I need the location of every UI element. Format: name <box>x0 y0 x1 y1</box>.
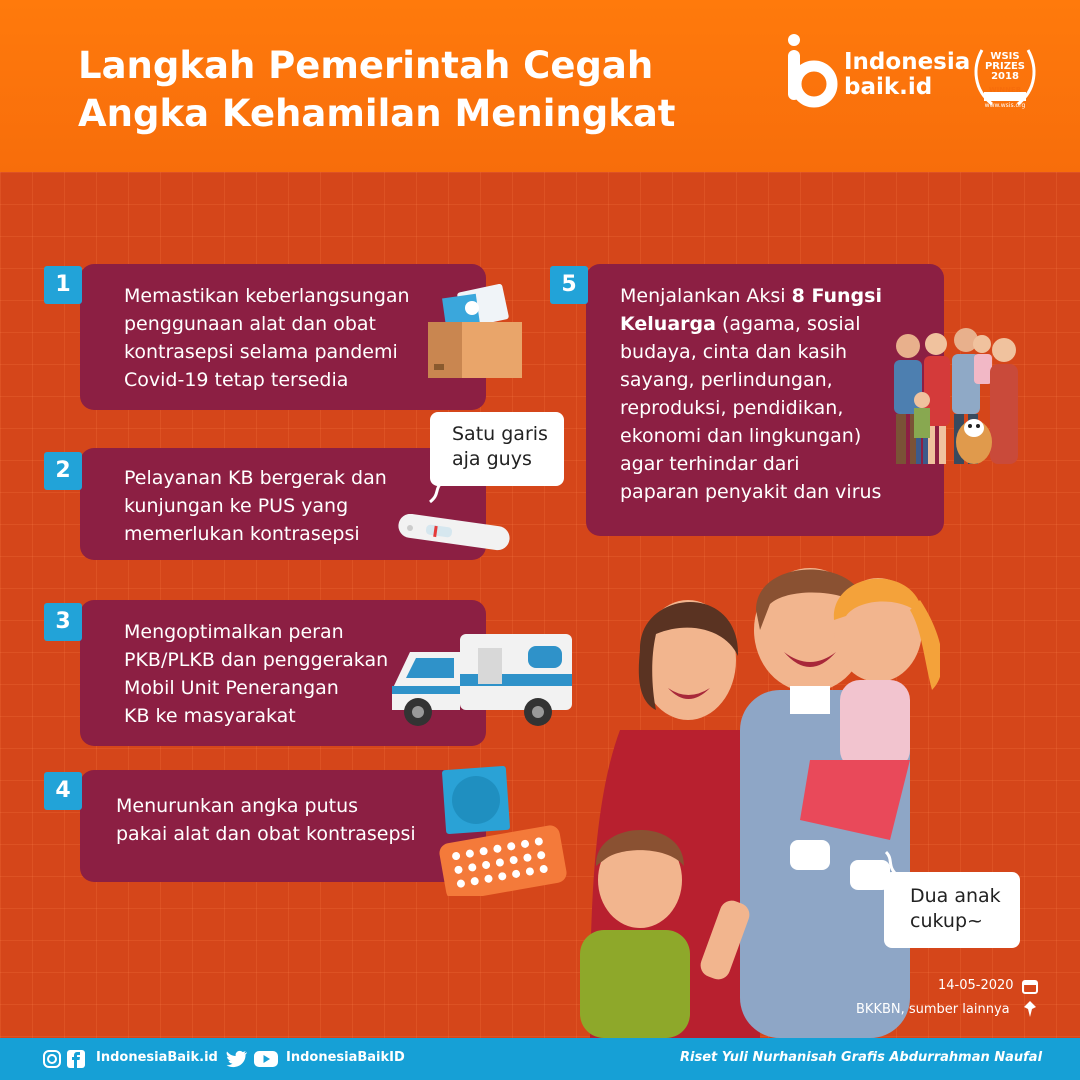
extended-family-illustration <box>886 324 1030 474</box>
step-5-text: Menjalankan Aksi 8 Fungsi Keluarga (agama, sosial budaya, cinta dan kasih sayang, perlindungan, reproduksi, pendidikan, ekonomi dan lingkungan) agar terhindar dari paparan penyakit dan virus <box>620 285 882 503</box>
step-4-text: Menurunkan angka putus pakai alat dan obat kontrasepsi <box>116 795 416 845</box>
footer <box>0 1038 1080 1080</box>
facebook-icon[interactable] <box>66 1049 86 1069</box>
step-badge-3: 3 <box>44 603 82 641</box>
speech-bubble-family: Dua anak cukup~ <box>884 872 1020 948</box>
footer-handle-2[interactable]: IndonesiaBaikID <box>286 1050 405 1065</box>
step-badge-2: 2 <box>44 452 82 490</box>
condom-and-pills-icon <box>436 766 576 896</box>
indonesiabaik-logo <box>784 32 974 112</box>
source-credit: BKKBN, sumber lainnya <box>856 1002 1010 1017</box>
wsis-award-badge: WSIS PRIZES 2018 WINNER www.wsis.org <box>970 40 1040 112</box>
pregnancy-test-icon <box>396 514 512 558</box>
step-3-text: Mengoptimalkan peran PKB/PLKB dan penggerakan Mobil Unit Penerangan KB ke masyarakat <box>124 621 389 727</box>
pin-icon <box>1022 1000 1038 1018</box>
title-line-1: Langkah Pemerintah Cegah <box>78 44 654 87</box>
bubble-tail-icon <box>872 848 912 882</box>
step-2-text: Pelayanan KB bergerak dan kunjungan ke PUS yang memerlukan kontrasepsi <box>124 467 387 545</box>
step-badge-5: 5 <box>550 266 588 304</box>
title-line-2: Angka Kehamilan Meningkat <box>78 92 676 135</box>
page-title <box>78 42 718 138</box>
step-card-4 <box>80 770 486 882</box>
footer-credits: Riset Yuli Nurhanisah Grafis Abdurrahman Naufal <box>680 1050 1043 1065</box>
contraceptive-box-icon <box>424 284 524 380</box>
step-1-text: Memastikan keberlangsungan penggunaan alat dan obat kontrasepsi selama pandemi Covid-19 tetap tersedia <box>124 285 410 391</box>
bubble-tail-icon <box>420 478 460 508</box>
step-badge-1: 1 <box>44 266 82 304</box>
twitter-icon[interactable] <box>226 1050 248 1068</box>
publish-date: 14-05-2020 <box>938 978 1014 993</box>
logo-mark-icon <box>784 32 840 112</box>
step-badge-4: 4 <box>44 772 82 810</box>
instagram-icon[interactable] <box>42 1049 62 1069</box>
header <box>0 0 1080 172</box>
speech-bubble-test: Satu garis aja guys <box>430 412 564 486</box>
logo-text: Indonesia baik.id <box>844 49 971 100</box>
youtube-icon[interactable] <box>254 1050 278 1068</box>
mobile-unit-van-icon <box>388 630 578 730</box>
footer-handle-1[interactable]: IndonesiaBaik.id <box>96 1050 218 1065</box>
family-illustration <box>560 560 940 1038</box>
calendar-icon <box>1022 978 1038 994</box>
